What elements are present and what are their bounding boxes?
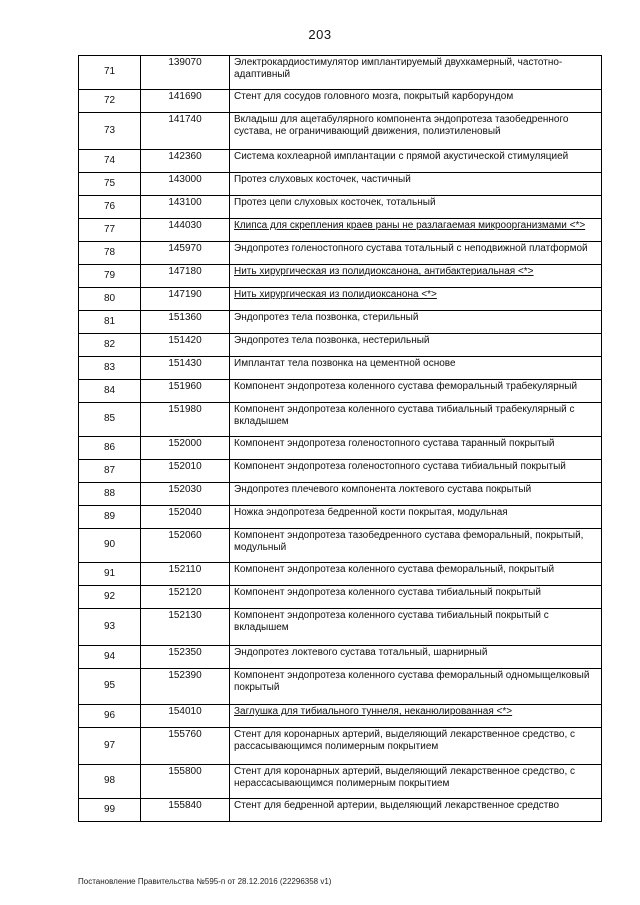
row-number: 89 — [79, 506, 141, 529]
row-name: Стент для коронарных артерий, выделяющий лекарственное средство, с рассасывающимся полимерным покрытием — [234, 729, 576, 752]
table-row — [79, 799, 602, 822]
row-code: 151960 — [141, 380, 230, 403]
row-name-cell — [230, 113, 602, 150]
row-name-cell — [230, 765, 602, 799]
table-row — [79, 334, 602, 357]
row-name: Стент для коронарных артерий, выделяющий лекарственное средство, с нерассасывающимся полимерным покрытием — [234, 766, 576, 789]
row-code: 145970 — [141, 242, 230, 265]
row-name-cell — [230, 288, 602, 311]
row-name-cell — [230, 311, 602, 334]
row-name-cell — [230, 669, 602, 705]
row-number: 78 — [79, 242, 141, 265]
row-name-cell — [230, 150, 602, 173]
row-name-cell — [230, 196, 602, 219]
table-row — [79, 609, 602, 646]
row-code: 152130 — [141, 609, 230, 646]
row-code: 152350 — [141, 646, 230, 669]
table-row — [79, 357, 602, 380]
row-code: 155760 — [141, 728, 230, 765]
row-name: Система кохлеарной имплантации с прямой акустической стимуляцией — [234, 151, 569, 162]
row-name: Компонент эндопротеза голеностопного сустава таранный покрытый — [234, 438, 555, 449]
row-number: 95 — [79, 669, 141, 705]
row-number: 82 — [79, 334, 141, 357]
row-number: 92 — [79, 586, 141, 609]
table-row — [79, 56, 602, 90]
table-row — [79, 311, 602, 334]
row-number: 75 — [79, 173, 141, 196]
row-number: 98 — [79, 765, 141, 799]
row-code: 151360 — [141, 311, 230, 334]
row-name: Эндопротез голеностопного сустава тотальный с неподвижной платформой — [234, 243, 588, 254]
row-name-cell — [230, 334, 602, 357]
row-name-cell — [230, 728, 602, 765]
row-number: 81 — [79, 311, 141, 334]
table-row — [79, 196, 602, 219]
row-number: 87 — [79, 460, 141, 483]
row-name-cell — [230, 357, 602, 380]
row-name-cell — [230, 609, 602, 646]
row-number: 93 — [79, 609, 141, 646]
row-code: 152110 — [141, 563, 230, 586]
row-number: 84 — [79, 380, 141, 403]
table-row — [79, 403, 602, 437]
table-body — [79, 56, 602, 822]
row-code: 143100 — [141, 196, 230, 219]
row-name-cell — [230, 705, 602, 728]
row-name-cell — [230, 483, 602, 506]
row-number: 96 — [79, 705, 141, 728]
row-number: 73 — [79, 113, 141, 150]
row-code: 139070 — [141, 56, 230, 90]
row-name[interactable]: Клипса для скрепления краев раны не разлагаемая микроорганизмами <*> — [234, 220, 586, 231]
row-name-cell — [230, 173, 602, 196]
row-code: 151980 — [141, 403, 230, 437]
row-name: Протез цепи слуховых косточек, тотальный — [234, 197, 436, 208]
row-code: 152040 — [141, 506, 230, 529]
row-name: Ножка эндопротеза бедренной кости покрытая, модульная — [234, 507, 508, 518]
row-number: 90 — [79, 529, 141, 563]
table-row — [79, 563, 602, 586]
row-code: 154010 — [141, 705, 230, 728]
row-code: 144030 — [141, 219, 230, 242]
row-name-cell — [230, 437, 602, 460]
row-code: 142360 — [141, 150, 230, 173]
row-name-cell — [230, 90, 602, 113]
row-code: 147190 — [141, 288, 230, 311]
row-code: 152390 — [141, 669, 230, 705]
row-name: Эндопротез тела позвонка, стерильный — [234, 312, 419, 323]
row-number: 94 — [79, 646, 141, 669]
row-name: Вкладыш для ацетабулярного компонента эндопротеза тазобедренного сустава, не ограничивающий движения, полиэтиленовый — [234, 114, 569, 137]
row-code: 152120 — [141, 586, 230, 609]
row-number: 83 — [79, 357, 141, 380]
row-name: Эндопротез плечевого компонента локтевого сустава покрытый — [234, 484, 532, 495]
table-row — [79, 765, 602, 799]
row-code: 151430 — [141, 357, 230, 380]
row-name: Стент для сосудов головного мозга, покрытый карборундом — [234, 91, 514, 102]
table-row — [79, 728, 602, 765]
row-name: Компонент эндопротеза коленного сустава тибиальный трабекулярный с вкладышем — [234, 404, 575, 427]
row-code: 155840 — [141, 799, 230, 822]
row-name-cell — [230, 799, 602, 822]
row-name: Стент для бедренной артерии, выделяющий лекарственное средство — [234, 800, 560, 811]
row-number: 85 — [79, 403, 141, 437]
row-name[interactable]: Нить хирургическая из полидиоксанона, антибактериальная <*> — [234, 266, 534, 277]
row-name-cell — [230, 56, 602, 90]
table-row — [79, 113, 602, 150]
table-row — [79, 219, 602, 242]
row-name-cell — [230, 460, 602, 483]
registry-table — [78, 55, 602, 822]
row-name-cell — [230, 506, 602, 529]
row-code: 141740 — [141, 113, 230, 150]
row-name-cell — [230, 646, 602, 669]
row-name-cell — [230, 265, 602, 288]
table-row — [79, 90, 602, 113]
footer: Постановление Правительства №595-п от 28.12.2016 (22296358 v1) — [78, 877, 332, 886]
row-name: Электрокардиостимулятор имплантируемый двухкамерный, частотно-адаптивный — [234, 57, 563, 80]
row-code: 152060 — [141, 529, 230, 563]
row-number: 86 — [79, 437, 141, 460]
table-row — [79, 437, 602, 460]
row-name-cell — [230, 242, 602, 265]
row-number: 99 — [79, 799, 141, 822]
table-row — [79, 242, 602, 265]
row-name-cell — [230, 219, 602, 242]
row-number: 74 — [79, 150, 141, 173]
row-code: 152030 — [141, 483, 230, 506]
row-number: 80 — [79, 288, 141, 311]
table-row — [79, 460, 602, 483]
row-number: 76 — [79, 196, 141, 219]
table-row — [79, 288, 602, 311]
table-row — [79, 705, 602, 728]
table-row — [79, 669, 602, 705]
table-row — [79, 506, 602, 529]
row-code: 152000 — [141, 437, 230, 460]
row-name: Эндопротез тела позвонка, нестерильный — [234, 335, 430, 346]
row-name-cell — [230, 380, 602, 403]
row-name: Компонент эндопротеза голеностопного сустава тибиальный покрытый — [234, 461, 566, 472]
row-name[interactable]: Заглушка для тибиального туннеля, неканюлированная <*> — [234, 706, 513, 717]
row-number: 88 — [79, 483, 141, 506]
row-name-cell — [230, 586, 602, 609]
row-number: 79 — [79, 265, 141, 288]
table-row — [79, 380, 602, 403]
row-name: Компонент эндопротеза тазобедренного сустава феморальный, покрытый, модульный — [234, 530, 584, 553]
row-code: 141690 — [141, 90, 230, 113]
row-code: 152010 — [141, 460, 230, 483]
page-number: 203 — [308, 27, 332, 42]
row-name-cell — [230, 403, 602, 437]
table-row — [79, 150, 602, 173]
row-name: Протез слуховых косточек, частичный — [234, 174, 411, 185]
row-name: Компонент эндопротеза коленного сустава тибиальный покрытый — [234, 587, 541, 598]
row-name: Компонент эндопротеза коленного сустава феморальный трабекулярный — [234, 381, 578, 392]
row-code: 147180 — [141, 265, 230, 288]
row-number: 71 — [79, 56, 141, 90]
table-row — [79, 586, 602, 609]
row-number: 72 — [79, 90, 141, 113]
row-code: 155800 — [141, 765, 230, 799]
row-name[interactable]: Нить хирургическая из полидиоксанона <*> — [234, 289, 437, 300]
row-name: Компонент эндопротеза коленного сустава тибиальный покрытый с вкладышем — [234, 610, 549, 633]
row-name: Имплантат тела позвонка на цементной основе — [234, 358, 456, 369]
table-row — [79, 646, 602, 669]
table-row — [79, 173, 602, 196]
row-code: 143000 — [141, 173, 230, 196]
row-number: 77 — [79, 219, 141, 242]
table-row — [79, 265, 602, 288]
row-name-cell — [230, 529, 602, 563]
row-number: 97 — [79, 728, 141, 765]
table-row — [79, 483, 602, 506]
row-code: 151420 — [141, 334, 230, 357]
row-number: 91 — [79, 563, 141, 586]
row-name: Компонент эндопротеза коленного сустава феморальный одномыщелковый покрытый — [234, 670, 590, 693]
row-name: Компонент эндопротеза коленного сустава феморальный, покрытый — [234, 564, 555, 575]
row-name: Эндопротез локтевого сустава тотальный, шарнирный — [234, 647, 488, 658]
row-name-cell — [230, 563, 602, 586]
table-row — [79, 529, 602, 563]
